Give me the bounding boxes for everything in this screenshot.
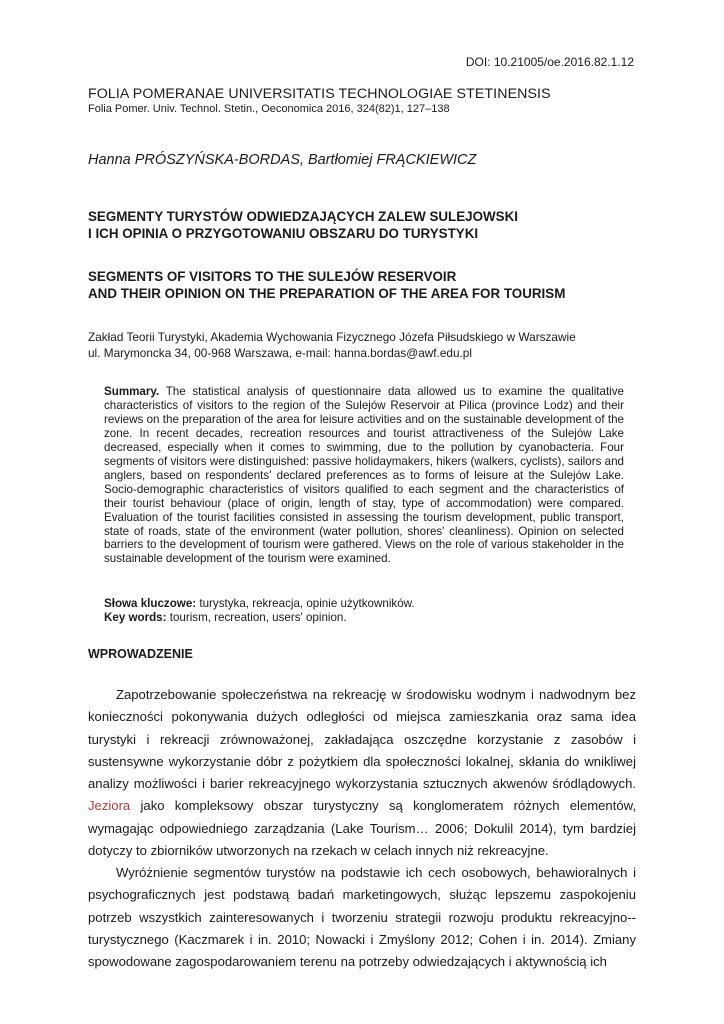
paragraph-1 [88,684,636,862]
title-english-line-1: SEGMENTS OF VISITORS TO THE SULEJÓW RESERVOIR [88,269,457,284]
paragraph-2-text: Wyróżnienie segmentów turystów na podstawie ich cech osobowych, behawioralnych i psychograficznych jest podstawą badań marketingowych, służąc lepszemu zaspokojeniu potrzeb wszystkich zainteresowanych i tworzeniu strategii rozwoju produktu rekreacyjno--turystycznego (Kaczmarek i in. 2010; Nowacki i Zmyślony 2012; Cohen i in. 2014). Zmiany spowodowane zagospodarowaniem terenu na potrzeby odwiedzających i aktywnością ich [88,865,636,969]
keywords-english-label: Key words: [104,611,167,624]
affiliation-address: ul. Marymoncka 34, 00-968 Warszawa, e-mail: hanna.bordas@awf.edu.pl [88,345,472,360]
journal-name: FOLIA POMERANAE UNIVERSITATIS TECHNOLOGIAE STETINENSIS [88,86,551,102]
keywords-english-text: tourism, recreation, users' opinion. [169,611,347,624]
section-heading: WPROWADZENIE [88,647,193,661]
title-polish-line-1: SEGMENTY TURYSTÓW ODWIEDZAJĄCYCH ZALEW SULEJOWSKI [88,209,518,224]
title-english-line-2: AND THEIR OPINION ON THE PREPARATION OF THE AREA FOR TOURISM [88,286,566,301]
affiliation-institution: Zakład Teorii Turystyki, Akademia Wychowania Fizycznego Józefa Piłsudskiego w Warszawie [88,330,576,344]
summary-abstract [104,385,624,566]
keywords-polish-label: Słowa kluczowe: [104,597,197,610]
keywords-english [104,611,624,625]
summary-label: Summary. [104,385,160,398]
title-english [88,268,648,302]
paragraph-1-text-a: Zapotrzebowanie społeczeństwa na rekreację w środowisku wodnym i nadwodnym bez konieczności pokonywania dużych odległości od miejsca zamieszkania oraz sama idea turystyki i rekreacji zrównoważonej, zakładająca oszczędne korzystanie z zasobów i sustensywne wykorzystanie dóbr z pożytkiem dla społeczności lokalnej, skłania do wnikliwej analizy możliwości i barier rekreacyjnego wykorzystania sztucznych akwenów śródlądowych. [88,687,636,791]
doi-identifier[interactable]: DOI: 10.21005/oe.2016.82.1.12 [465,55,634,69]
journal-citation: Folia Pomer. Univ. Technol. Stetin., Oeconomica 2016, 324(82)1, 127–138 [88,103,450,115]
paragraph-2 [88,862,636,973]
keywords-block [104,597,624,625]
title-polish [88,208,648,242]
paragraph-1-text-b: jako kompleksowy obszar turystyczny są konglomeratem różnych elementów, wymagając odpowiedniego zarządzania (Lake Tourism… 2006; Dokulil 2014), tym bardziej dotyczy to zbiorników utworzonych na rzekach w celach innych niż rekreacyjne. [88,798,636,858]
title-polish-line-2: I ICH OPINIA O PRZYGOTOWANIU OBSZARU DO TURYSTYKI [88,226,479,241]
paragraph-1-highlight: Jeziora [88,798,131,814]
affiliation [88,330,576,361]
author-list: Hanna PRÓSZYŃSKA-BORDAS, Bartłomiej FRĄCKIEWICZ [88,152,477,168]
keywords-polish [104,597,624,611]
keywords-polish-text: turystyka, rekreacja, opinie użytkowników. [199,597,415,610]
summary-text: The statistical analysis of questionnaire data allowed us to examine the qualitative characteristics of visitors to the region of the Sulejów Reservoir at Pilica (province Lodz) and their reviews on the preparation of the area for leisure activities and on the sustainable development of the zone. In recent decades, recreation resources and tourist attractiveness of the Sulejów Lake decreased, especially when it comes to swimming, due to the pollution by cyanobacteria. Four segments of visitors were distinguished: passive holidaymakers, hikers (walkers, cyclists), sailors and anglers, based on respondents' declared preferences as to forms of leisure at the Sulejów Lake. Socio-demographic characteristics of visitors qualified to each segment and the characteristics of their tourist behaviour (place of origin, length of stay, type of accommodation) were compared. Evaluation of the tourist facilities consisted in assessing the tourism development, public transport, state of roads, state of the environment (water pollution, shores' cleanliness). Opinion on selected barriers to the development of tourism were gathered. Views on the role of various stakeholder in the sustainable development of the tourism were examined. [104,385,624,566]
